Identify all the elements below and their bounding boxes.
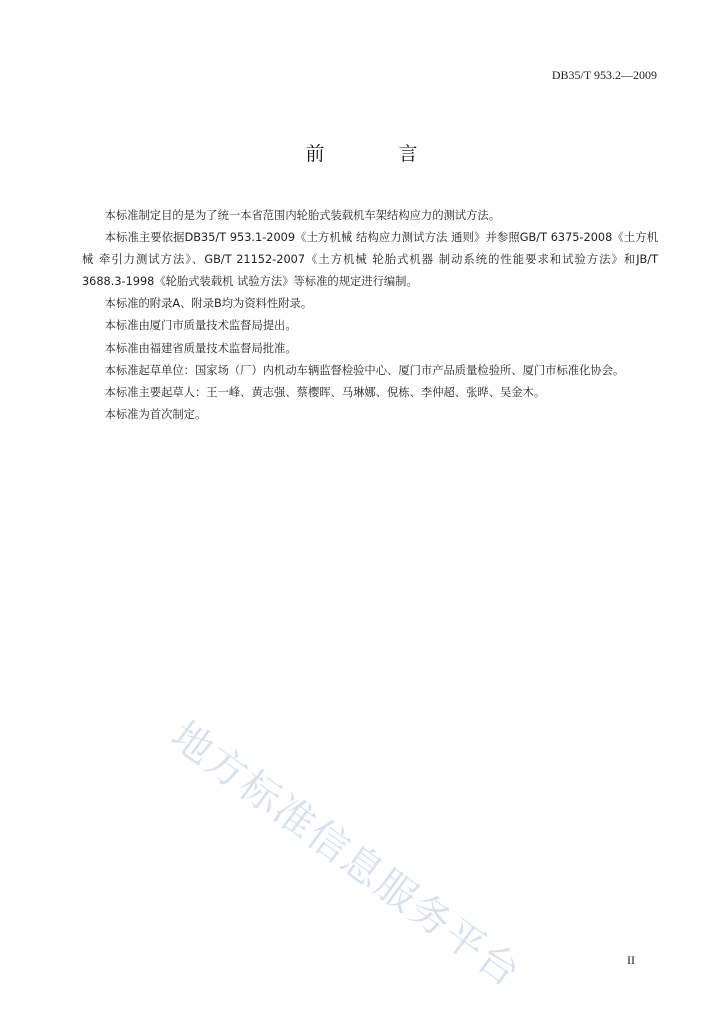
paragraph-drafting-units: 本标准起草单位：国家场（厂）内机动车辆监督检验中心、厦门市产品质量检验所、厦门市标准化协会。 [104,363,625,377]
paragraph-approved-by: 本标准由福建省质量技术监督局批准。 [104,341,297,355]
paragraph-references: 本标准主要依据DB35/T 953.1-2009《土方机械 结构应力测试方法 通则》并参照GB/T 6375-2008《土方机械 牵引力测试方法》、GB/T 21152-2007《土方机械 轮胎式机器 制动系统的性能要求和试验方法》和JB/T 3688.3-1998《轮胎式装载机 试验方法》等标准的规定进行编制。 [82,231,658,289]
paragraph-purpose: 本标准制定目的是为了统一本省范围内轮胎式装载机车架结构应力的测试方法。 [104,209,500,222]
paragraph-appendix: 本标准的附录A、附录B均为资料性附录。 [104,297,313,311]
page-title: 前 言 [305,143,452,165]
foreword-body [82,205,658,426]
paragraph-proposed-by: 本标准由厦门市质量技术监督局提出。 [104,319,297,333]
paragraph-first-edition: 本标准为首次制定。 [104,407,207,421]
watermark: 地方标准信息服务平台 [162,712,530,997]
paragraph-drafters: 本标准主要起草人：王一峰、黄志强、蔡樱晖、马琳娜、倪栋、李仲超、张晔、吴金木。 [104,385,546,399]
standard-code: DB35/T 953.2—2009 [551,68,657,82]
page-number: II [627,953,635,967]
